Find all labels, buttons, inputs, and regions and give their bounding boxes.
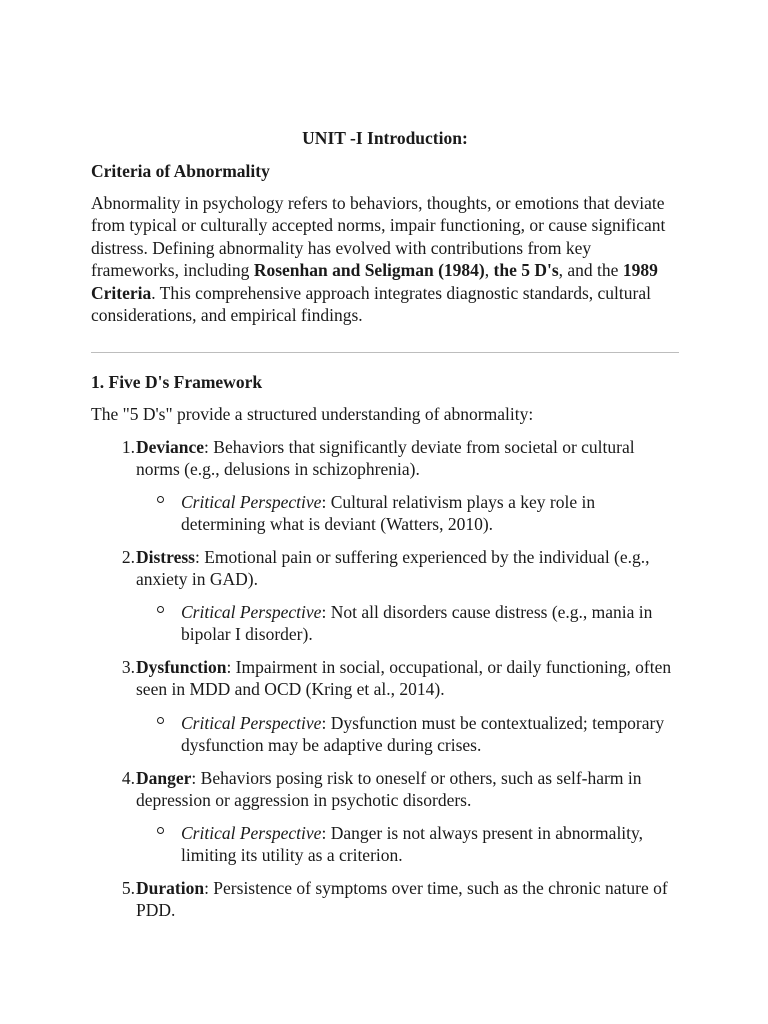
list-number: 1. <box>121 437 135 457</box>
list-item-text <box>136 877 681 922</box>
list-number: 3. <box>121 657 135 677</box>
list-item-text <box>136 436 681 481</box>
intro-paragraph <box>91 192 679 326</box>
circle-bullet-icon <box>157 827 164 834</box>
sub-item-text <box>181 601 681 646</box>
term-description: : Behaviors posing risk to oneself or others, such as self-harm in depression or aggression in psychotic disorders. <box>136 768 642 811</box>
list-item-text <box>136 767 681 812</box>
sub-description: : Danger is not always present in abnormality, limiting its utility as a criterion. <box>181 823 644 866</box>
sub-description: : Dysfunction must be contextualized; temporary dysfunction may be adaptive during crises. <box>181 713 665 756</box>
term-description: : Persistence of symptoms over time, such as the chronic nature of PDD. <box>136 878 668 921</box>
term-description: : Impairment in social, occupational, or daily functioning, often seen in MDD and OCD (Kring et al., 2014). <box>136 657 672 700</box>
sub-description: : Cultural relativism plays a key role in determining what is deviant (Watters, 2010). <box>181 492 596 535</box>
circle-bullet-icon <box>157 717 164 724</box>
term-label: Deviance <box>136 437 205 457</box>
list-item-text <box>136 546 681 591</box>
list-number: 5. <box>121 878 135 898</box>
sub-description: : Not all disorders cause distress (e.g., mania in bipolar I disorder). <box>181 602 653 645</box>
sub-item-text <box>181 822 681 867</box>
intro-bold-1989: 1989 Criteria <box>91 260 658 303</box>
section-heading: Criteria of Abnormality <box>91 161 270 181</box>
circle-bullet-icon <box>157 606 164 613</box>
term-label: Danger <box>136 768 192 788</box>
intro-bold-5ds: the 5 D's <box>493 260 559 281</box>
circle-bullet-icon <box>157 496 164 503</box>
sub-label: Critical Perspective <box>181 823 322 843</box>
horizontal-divider <box>91 352 679 353</box>
list-number: 2. <box>121 547 135 567</box>
term-label: Duration <box>136 878 205 898</box>
sub-label: Critical Perspective <box>181 602 322 622</box>
intro-text: . This comprehensive approach integrates diagnostic standards, cultural considerations, and empirical findings. <box>91 282 651 326</box>
intro-separator: , and the <box>558 260 623 281</box>
list-item-text <box>136 656 681 701</box>
intro-bold-rosenhan: Rosenhan and Seligman (1984) <box>253 260 485 281</box>
unit-title: UNIT -I Introduction: <box>302 128 468 148</box>
sub-item-text <box>181 491 681 536</box>
term-description: : Emotional pain or suffering experienced by the individual (e.g., anxiety in GAD). <box>136 547 650 590</box>
framework-lead: The "5 D's" provide a structured understanding of abnormality: <box>91 404 534 424</box>
sub-label: Critical Perspective <box>181 713 322 733</box>
intro-text: Abnormality in psychology refers to behaviors, thoughts, or emotions that deviate from typical or culturally accepted norms, impair functioning, or cause significant distress. Defining abnormality has evolved with contributions from key frameworks, including <box>91 193 666 281</box>
sub-label: Critical Perspective <box>181 492 322 512</box>
sub-item-text <box>181 712 681 757</box>
intro-separator: , <box>484 260 494 281</box>
list-number: 4. <box>121 768 135 788</box>
framework-heading: 1. Five D's Framework <box>91 372 263 392</box>
term-label: Dysfunction <box>136 657 227 677</box>
term-description: : Behaviors that significantly deviate from societal or cultural norms (e.g., delusions in schizophrenia). <box>136 437 635 480</box>
term-label: Distress <box>136 547 195 567</box>
